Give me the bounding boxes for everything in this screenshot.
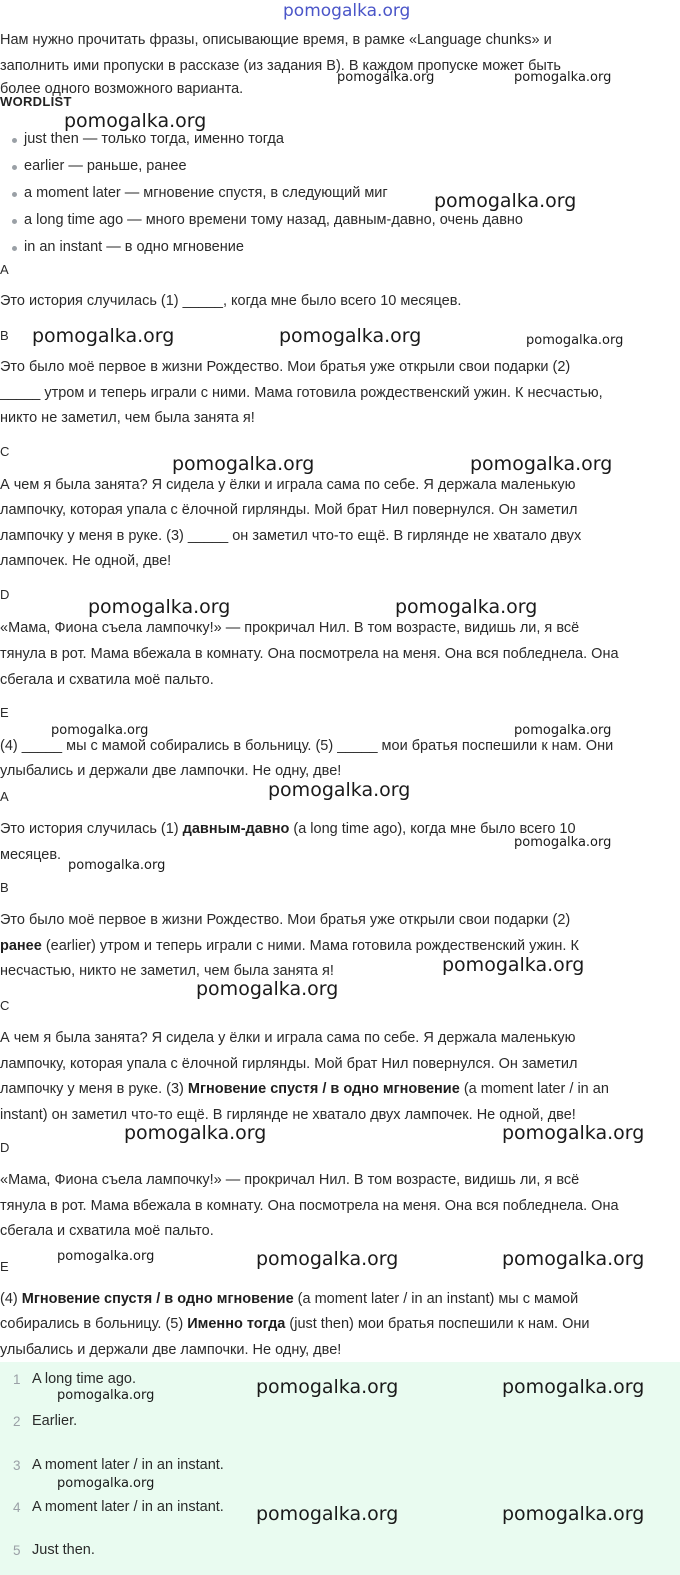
answer-text: Just then. bbox=[32, 1542, 95, 1558]
watermark-text: pomogalka.org bbox=[502, 1376, 645, 1398]
section-label-c: C bbox=[0, 444, 10, 459]
watermark-text: pomogalka.org bbox=[57, 1388, 155, 1403]
answer-number: 5 bbox=[13, 1543, 21, 1558]
solution-c-line bbox=[0, 1076, 609, 1102]
section-label-e: E bbox=[0, 1259, 9, 1274]
answer-highlight: Именно тогда bbox=[187, 1316, 286, 1332]
watermark-text: pomogalka.org bbox=[470, 453, 613, 475]
task-c-line: лампочек. Не одной, две! bbox=[0, 553, 172, 569]
wordlist-item: in an instant — в одно мгновение bbox=[24, 239, 244, 255]
solution-c-line: А чем я была занята? Я сидела у ёлки и играла сама по себе. Я держала маленькую bbox=[0, 1030, 576, 1046]
watermark-text: pomogalka.org bbox=[337, 70, 435, 85]
task-a-line: Это история случилась (1) _____, когда мне было всего 10 месяцев. bbox=[0, 293, 462, 309]
task-b-line: никто не заметил, чем была занята я! bbox=[0, 410, 255, 426]
intro-line-3-text: более одного возможного варианта. bbox=[0, 81, 244, 97]
watermark-text: pomogalka.org bbox=[256, 1376, 399, 1398]
answer-highlight: Мгновение спустя / в одно мгновение bbox=[21, 1291, 294, 1307]
task-c-line: А чем я была занята? Я сидела у ёлки и играла сама по себе. Я держала маленькую bbox=[0, 477, 576, 493]
watermark-text: pomogalka.org bbox=[57, 1476, 155, 1491]
section-label-e: E bbox=[0, 705, 9, 720]
solution-e-line bbox=[0, 1286, 578, 1312]
watermark-text: pomogalka.org bbox=[514, 723, 612, 738]
bullet-dot bbox=[12, 219, 17, 224]
intro-line-1: Нам нужно прочитать фразы, описывающие время, в рамке «Language chunks» и bbox=[0, 32, 552, 48]
watermark-text: pomogalka.org bbox=[526, 333, 624, 348]
task-b-line: Это было моё первое в жизни Рождество. Мои братья уже открыли свои подарки (2) bbox=[0, 359, 571, 375]
section-label-d: D bbox=[0, 1140, 10, 1155]
watermark-text: pomogalka.org bbox=[502, 1503, 645, 1525]
task-b-line: _____ утром и теперь играли с ними. Мама готовила рождественский ужин. К несчастью, bbox=[0, 385, 603, 401]
solution-e-line: улыбались и держали две лампочки. Не одну, две! bbox=[0, 1342, 342, 1358]
watermark-text: pomogalka.org bbox=[124, 1122, 267, 1144]
watermark-text: pomogalka.org bbox=[32, 325, 175, 347]
text-span: (just then) мои братья поспешили к нам. Они bbox=[285, 1316, 590, 1332]
watermark-text: pomogalka.org bbox=[514, 835, 612, 850]
watermark-text: pomogalka.org bbox=[64, 110, 207, 132]
answer-text: A moment later / in an instant. bbox=[32, 1457, 224, 1473]
site-watermark-top[interactable]: pomogalka.org bbox=[283, 1, 411, 21]
task-d-line: тянула в рот. Мама вбежала в комнату. Она посмотрела на меня. Она вся побледнела. Она bbox=[0, 646, 619, 662]
bullet-dot bbox=[12, 138, 17, 143]
text-span: (earlier) утром и теперь играли с ними. Мама готовила рождественский ужин. К bbox=[41, 938, 579, 954]
solution-b-line: Это было моё первое в жизни Рождество. Мои братья уже открыли свои подарки (2) bbox=[0, 912, 571, 928]
wordlist-item: just then — только тогда, именно тогда bbox=[24, 131, 284, 147]
text-span: (a moment later / in an bbox=[459, 1081, 609, 1097]
text-span: (a long time ago), когда мне было всего 10 bbox=[289, 821, 576, 837]
solution-a-line bbox=[0, 816, 576, 842]
answer-text: A moment later / in an instant. bbox=[32, 1499, 224, 1515]
watermark-text: pomogalka.org bbox=[68, 858, 166, 873]
task-e-line: улыбались и держали две лампочки. Не одну, две! bbox=[0, 763, 342, 779]
solution-a-line: месяцев. bbox=[0, 847, 62, 863]
wordlist-item: a long time ago — много времени тому назад, давным-давно, очень давно bbox=[24, 212, 523, 228]
watermark-text: pomogalka.org bbox=[256, 1248, 399, 1270]
solution-d-line: «Мама, Фиона съела лампочку!» — прокричал Нил. В том возрасте, видишь ли, я всё bbox=[0, 1172, 580, 1188]
text-span: собирались в больницу. (5) bbox=[0, 1316, 188, 1332]
answer-text: A long time ago. bbox=[32, 1371, 136, 1387]
bullet-dot bbox=[12, 165, 17, 170]
task-c-line: лампочку у меня в руке. (3) _____ он заметил что-то ещё. В гирлянде не хватало двух bbox=[0, 528, 582, 544]
task-d-line: сбегала и схватила моё пальто. bbox=[0, 672, 214, 688]
watermark-text: pomogalka.org bbox=[57, 1249, 155, 1264]
wordlist-item: a moment later — мгновение спустя, в следующий миг bbox=[24, 185, 388, 201]
bullet-dot bbox=[12, 246, 17, 251]
watermark-text: pomogalka.org bbox=[196, 978, 339, 1000]
answer-number: 2 bbox=[13, 1414, 21, 1429]
solution-c-line: лампочку, которая упала с ёлочной гирлянды. Мой брат Нил повернулся. Он заметил bbox=[0, 1056, 578, 1072]
intro-line-3-clipped bbox=[0, 76, 244, 97]
answer-number: 4 bbox=[13, 1500, 21, 1515]
watermark-text: pomogalka.org bbox=[88, 596, 231, 618]
section-label-d: D bbox=[0, 587, 10, 602]
bullet-dot bbox=[12, 192, 17, 197]
watermark-text: pomogalka.org bbox=[502, 1122, 645, 1144]
answer-highlight: Мгновение спустя / в одно мгновение bbox=[187, 1081, 460, 1097]
wordlist-item: earlier — раньше, ранее bbox=[24, 158, 187, 174]
wordlist-title: WORDLIST bbox=[0, 94, 72, 109]
watermark-text: pomogalka.org bbox=[434, 190, 577, 212]
section-label-a: A bbox=[0, 789, 9, 804]
solution-e-line bbox=[0, 1311, 590, 1337]
solution-d-line: тянула в рот. Мама вбежала в комнату. Она посмотрела на меня. Она вся побледнела. Она bbox=[0, 1198, 619, 1214]
answer-number: 3 bbox=[13, 1458, 21, 1473]
text-span: (4) bbox=[0, 1291, 22, 1307]
section-label-a: A bbox=[0, 262, 9, 277]
section-label-b: B bbox=[0, 328, 9, 343]
task-e-line: (4) _____ мы с мамой собирались в больницу. (5) _____ мои братья поспешили к нам. Они bbox=[0, 738, 614, 754]
section-label-b: B bbox=[0, 880, 9, 895]
watermark-text: pomogalka.org bbox=[256, 1503, 399, 1525]
section-label-c: C bbox=[0, 998, 10, 1013]
task-c-line: лампочку, которая упала с ёлочной гирлянды. Мой брат Нил повернулся. Он заметил bbox=[0, 502, 578, 518]
answer-highlight: давным-давно bbox=[182, 821, 290, 837]
answer-number: 1 bbox=[13, 1372, 21, 1387]
text-span: лампочку у меня в руке. (3) bbox=[0, 1081, 188, 1097]
solution-c-line: instant) он заметил что-то ещё. В гирлянде не хватало двух лампочек. Не одной, две! bbox=[0, 1107, 576, 1123]
solution-d-line: сбегала и схватила моё пальто. bbox=[0, 1223, 214, 1239]
answer-highlight: ранее bbox=[0, 938, 42, 954]
task-d-line: «Мама, Фиона съела лампочку!» — прокричал Нил. В том возрасте, видишь ли, я всё bbox=[0, 620, 580, 636]
watermark-text: pomogalka.org bbox=[395, 596, 538, 618]
text-span: (a moment later / in an instant) мы с мамой bbox=[293, 1291, 579, 1307]
text-span: Это история случилась (1) bbox=[0, 821, 183, 837]
intro-line-2: заполнить ими пропуски в рассказе (из задания B). В каждом пропуске может быть bbox=[0, 58, 561, 74]
watermark-text: pomogalka.org bbox=[268, 779, 411, 801]
watermark-text: pomogalka.org bbox=[502, 1248, 645, 1270]
watermark-text: pomogalka.org bbox=[172, 453, 315, 475]
watermark-text: pomogalka.org bbox=[51, 723, 149, 738]
solution-b-line: несчастью, никто не заметил, чем была занята я! bbox=[0, 963, 334, 979]
watermark-text: pomogalka.org bbox=[442, 954, 585, 976]
watermark-text: pomogalka.org bbox=[279, 325, 422, 347]
watermark-text: pomogalka.org bbox=[514, 70, 612, 85]
answer-text: Earlier. bbox=[32, 1413, 78, 1429]
